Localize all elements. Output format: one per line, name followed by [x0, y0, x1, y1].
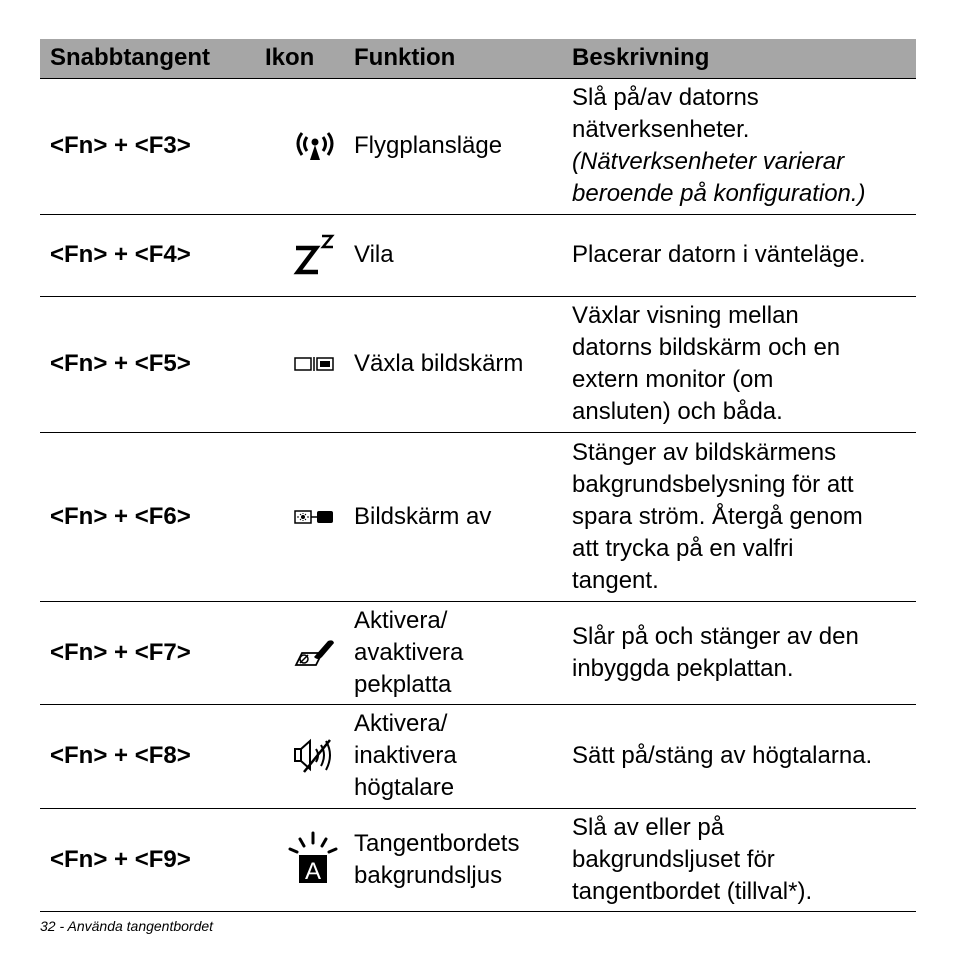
- table-row: [40, 601, 916, 704]
- description-f9: Slå av eller på bakgrundsljuset för tangentbordet (tillval*).: [572, 813, 813, 905]
- table-row: [40, 214, 916, 296]
- header-beskrivning: Beskrivning: [572, 39, 916, 78]
- touchpad-toggle-icon: [292, 637, 354, 669]
- hotkey-f9: <Fn> + <F9>: [50, 845, 191, 873]
- display-off-icon: [292, 507, 354, 527]
- hotkey-f4: <Fn> + <F4>: [50, 241, 191, 268]
- hotkey-table: [40, 39, 916, 912]
- sleep-zz-icon: [292, 232, 354, 278]
- backlight-key-letter: A: [304, 857, 322, 885]
- hotkey-f7: <Fn> + <F7>: [50, 638, 191, 666]
- description-f7: Slår på och stänger av den inbyggda pekplattan.: [572, 622, 859, 682]
- table-row: [40, 296, 916, 432]
- description-f4: Placerar datorn i vänteläge.: [572, 241, 866, 268]
- hotkey-f3: <Fn> + <F3>: [50, 132, 191, 159]
- function-f6: Bildskärm av: [354, 502, 492, 530]
- table-row: [40, 704, 916, 808]
- hotkey-f6: <Fn> + <F6>: [50, 502, 191, 530]
- page-footer: 32 - Använda tangentbordet: [40, 918, 214, 934]
- table-row: [40, 78, 916, 214]
- description-f6: Stänger av bildskärmens bakgrundsbelysning för att spara ström. Återgå genom att trycka på en valfri tangent.: [572, 438, 863, 594]
- function-f5: Växla bildskärm: [354, 350, 524, 377]
- header-funktion: Funktion: [354, 39, 572, 78]
- header-snabbtangent: Snabbtangent: [40, 39, 256, 78]
- header-ikon: Ikon: [256, 39, 354, 78]
- keyboard-backlight-icon: [286, 831, 354, 889]
- function-f3: Flygplansläge: [354, 132, 503, 159]
- function-f8: Aktivera/ inaktivera högtalare: [354, 710, 457, 801]
- display-toggle-icon: [292, 354, 354, 374]
- table-header-row: [40, 39, 916, 78]
- function-f4: Vila: [354, 241, 394, 268]
- hotkey-f5: <Fn> + <F5>: [50, 350, 191, 377]
- hotkey-f8: <Fn> + <F8>: [50, 742, 191, 769]
- table-row: [40, 432, 916, 601]
- function-f7: Aktivera/ avaktivera pekplatta: [354, 606, 464, 698]
- function-f9: Tangentbordets bakgrundsljus: [354, 829, 520, 889]
- description-f8: Sätt på/stäng av högtalarna.: [572, 742, 873, 769]
- table-row: [40, 808, 916, 911]
- airplane-mode-wireless-icon: [292, 129, 354, 163]
- speaker-mute-icon: [292, 736, 354, 776]
- description-f3: Slå på/av datorns nätverksenheter. (Nätverksenheter varierar beroende på konfiguration.): [572, 84, 866, 207]
- description-f5: Växlar visning mellan datorns bildskärm och en extern monitor (om ansluten) och båda.: [572, 302, 841, 425]
